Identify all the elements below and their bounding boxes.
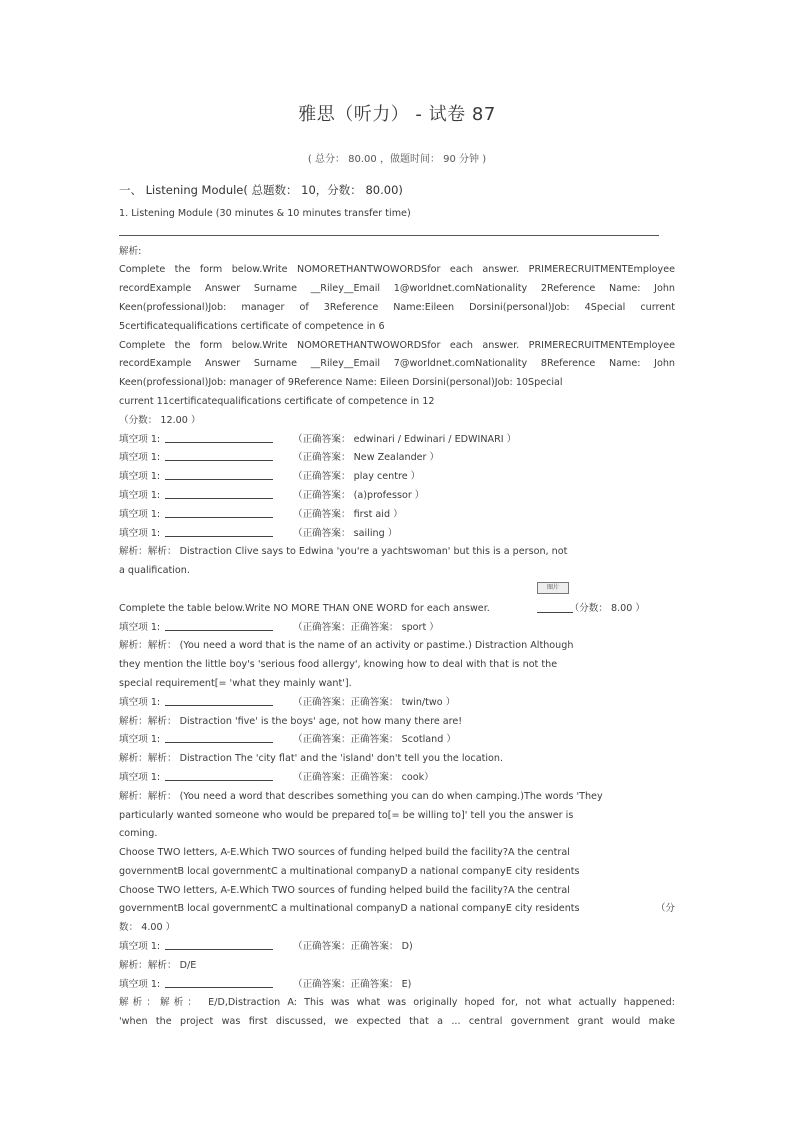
blank-input[interactable]: [165, 938, 273, 950]
spacer: [119, 581, 675, 600]
correct-answer: （正确答案： play centre ）: [293, 471, 421, 483]
blank-row: [119, 619, 675, 638]
blank-input[interactable]: [165, 619, 273, 631]
correct-answer: （正确答案：正确答案： Scotland ）: [293, 734, 456, 746]
blank-input[interactable]: [165, 431, 273, 443]
choose-instruction: governmentB local governmentC a multinational companyD a national companyE city residents: [119, 903, 580, 915]
passage-line: Keen(professional)Job: manager of 3Reference Name:Eileen Dorsini(personal)Job: 4Special current: [119, 301, 675, 313]
score: （分数： 12.00 ）: [119, 414, 201, 426]
explanation: particularly wanted someone who would be prepared to[= be willing to]' tell you the answer is: [119, 809, 574, 821]
explanation: 解析：解析： (You need a word that is the name of an activity or pastime.) Distraction Although: [119, 640, 574, 652]
section-heading: 一、 Listening Module( 总题数： 10，分数： 80.00): [119, 183, 403, 197]
blank-input[interactable]: [165, 769, 273, 781]
blank-input[interactable]: [165, 731, 273, 743]
passage-line: current 11certificatequalifications certificate of competence in 12: [119, 395, 435, 407]
correct-answer: （正确答案： sailing ）: [293, 527, 398, 539]
blank-label: 填空项 1:: [119, 471, 161, 483]
explanation: 'when the project was first discussed, we expected that a ... central government grant would make: [119, 1016, 675, 1028]
explanation: 解析：解析： Distraction The 'city flat' and the 'island' don't tell you the location.: [119, 753, 503, 765]
passage-line: Complete the form below.Write NOMORETHANTWOWORDSfor each answer. PRIMERECRUITMENTEmployee: [119, 339, 675, 351]
explanation: 解析：解析： (You need a word that describes something you can do when camping.)The words 'They: [119, 790, 603, 802]
correct-answer: （正确答案：正确答案： sport ）: [293, 621, 439, 633]
choose-instruction: Choose TWO letters, A-E.Which TWO sources of funding helped build the facility?A the central: [119, 847, 570, 859]
blank-row: [119, 769, 675, 788]
explanation: 解析：解析： Distraction 'five' is the boys' age, not how many there are!: [119, 715, 463, 727]
explanation: coming.: [119, 828, 158, 840]
blank-label: 填空项 1:: [119, 734, 161, 746]
table-instruction-row: [119, 583, 675, 619]
blank-input[interactable]: [165, 506, 273, 518]
blank-row: [119, 449, 675, 468]
blank-row: [119, 468, 675, 487]
explanation: they mention the little boy's 'serious food allergy', knowing how to deal with that is not the: [119, 659, 558, 671]
correct-answer: （正确答案： (a)professor ）: [293, 489, 425, 501]
explanation: special requirement[= 'what they mainly want'].: [119, 677, 352, 689]
question-title: 1. Listening Module (30 minutes & 10 minutes transfer time): [119, 208, 411, 219]
score: （分: [655, 903, 675, 915]
choose-instruction-row: [119, 900, 675, 919]
correct-answer: （正确答案：正确答案： twin/two ）: [293, 696, 456, 708]
blank-label: 填空项 1:: [119, 433, 161, 445]
blank-row: [119, 506, 675, 525]
explanation: 解析：解析： D/E: [119, 959, 197, 971]
blank-input[interactable]: [165, 449, 273, 461]
blank-label: 填空项 1:: [119, 508, 161, 520]
explanation: 解析：解析： E/D,Distraction A: This was what was originally hoped for, not what actually happened:: [119, 997, 675, 1009]
explanation: 解析：解析： Distraction Clive says to Edwina 'you're a yachtswoman' but this is a person, not: [119, 546, 568, 558]
blank-label: 填空项 1:: [119, 452, 161, 464]
blank-row: [119, 525, 675, 544]
table-instruction: Complete the table below.Write NO MORE THAN ONE WORD for each answer.: [119, 602, 490, 614]
exam-info: ( 总分： 80.00 ，做题时间： 90 分钟 ): [307, 154, 487, 165]
passage-line: Keen(professional)Job: manager of 9Reference Name: Eileen Dorsini(personal)Job: 10Special: [119, 377, 563, 389]
passage-line: 5certificatequalifications certificate of competence in 6: [119, 320, 385, 332]
passage-line: Complete the form below.Write NOMORETHANTWOWORDSfor each answer. PRIMERECRUITMENTEmployee: [119, 264, 675, 276]
correct-answer: （正确答案：正确答案： E): [293, 978, 412, 990]
score: 数： 4.00 ）: [119, 922, 176, 934]
blank-row: [119, 431, 675, 450]
correct-answer: （正确答案：正确答案： D): [293, 941, 413, 953]
passage-line: recordExample Answer Surname __Riley__Email 7@worldnet.comNationality 8Reference Name: John: [119, 358, 675, 370]
analysis-label: 解析:: [119, 245, 142, 257]
blank-input[interactable]: [165, 468, 273, 480]
passage-line: recordExample Answer Surname __Riley__Email 1@worldnet.comNationality 2Reference Name: John: [119, 283, 675, 295]
blank-label: 填空项 1:: [119, 941, 161, 953]
blank-label: 填空项 1:: [119, 771, 161, 783]
question-content: [119, 205, 675, 1032]
blank-row: [119, 976, 675, 995]
blank-label: 填空项 1:: [119, 696, 161, 708]
choose-instruction: Choose TWO letters, A-E.Which TWO sources of funding helped build the facility?A the central: [119, 884, 570, 896]
blank-label: 填空项 1:: [119, 978, 161, 990]
figure-thumbnail: 图片: [537, 582, 569, 594]
figure-underline: [537, 612, 573, 613]
blank-row: [119, 694, 675, 713]
blank-input[interactable]: [165, 976, 273, 988]
blank-row: [119, 938, 675, 957]
page-title: 雅思（听力） - 试卷 87: [298, 104, 496, 125]
correct-answer: （正确答案：正确答案： cook）: [293, 771, 434, 783]
score: （分数： 8.00 ）: [569, 602, 645, 614]
correct-answer: （正确答案： New Zealander ）: [293, 452, 440, 464]
blank-row: [119, 731, 675, 750]
correct-answer: （正确答案： first aid ）: [293, 508, 403, 520]
choose-instruction: governmentB local governmentC a multinational companyD a national companyE city residents: [119, 865, 580, 877]
correct-answer: （正确答案： edwinari / Edwinari / EDWINARI ）: [293, 433, 517, 445]
blank-input[interactable]: [165, 694, 273, 706]
explanation: a qualification.: [119, 565, 190, 577]
blank-label: 填空项 1:: [119, 489, 161, 501]
blank-label: 填空项 1:: [119, 527, 161, 539]
blank-input[interactable]: [165, 525, 273, 537]
blank-row: [119, 487, 675, 506]
blank-label: 填空项 1:: [119, 621, 161, 633]
answer-rule: [119, 224, 675, 243]
blank-input[interactable]: [165, 487, 273, 499]
